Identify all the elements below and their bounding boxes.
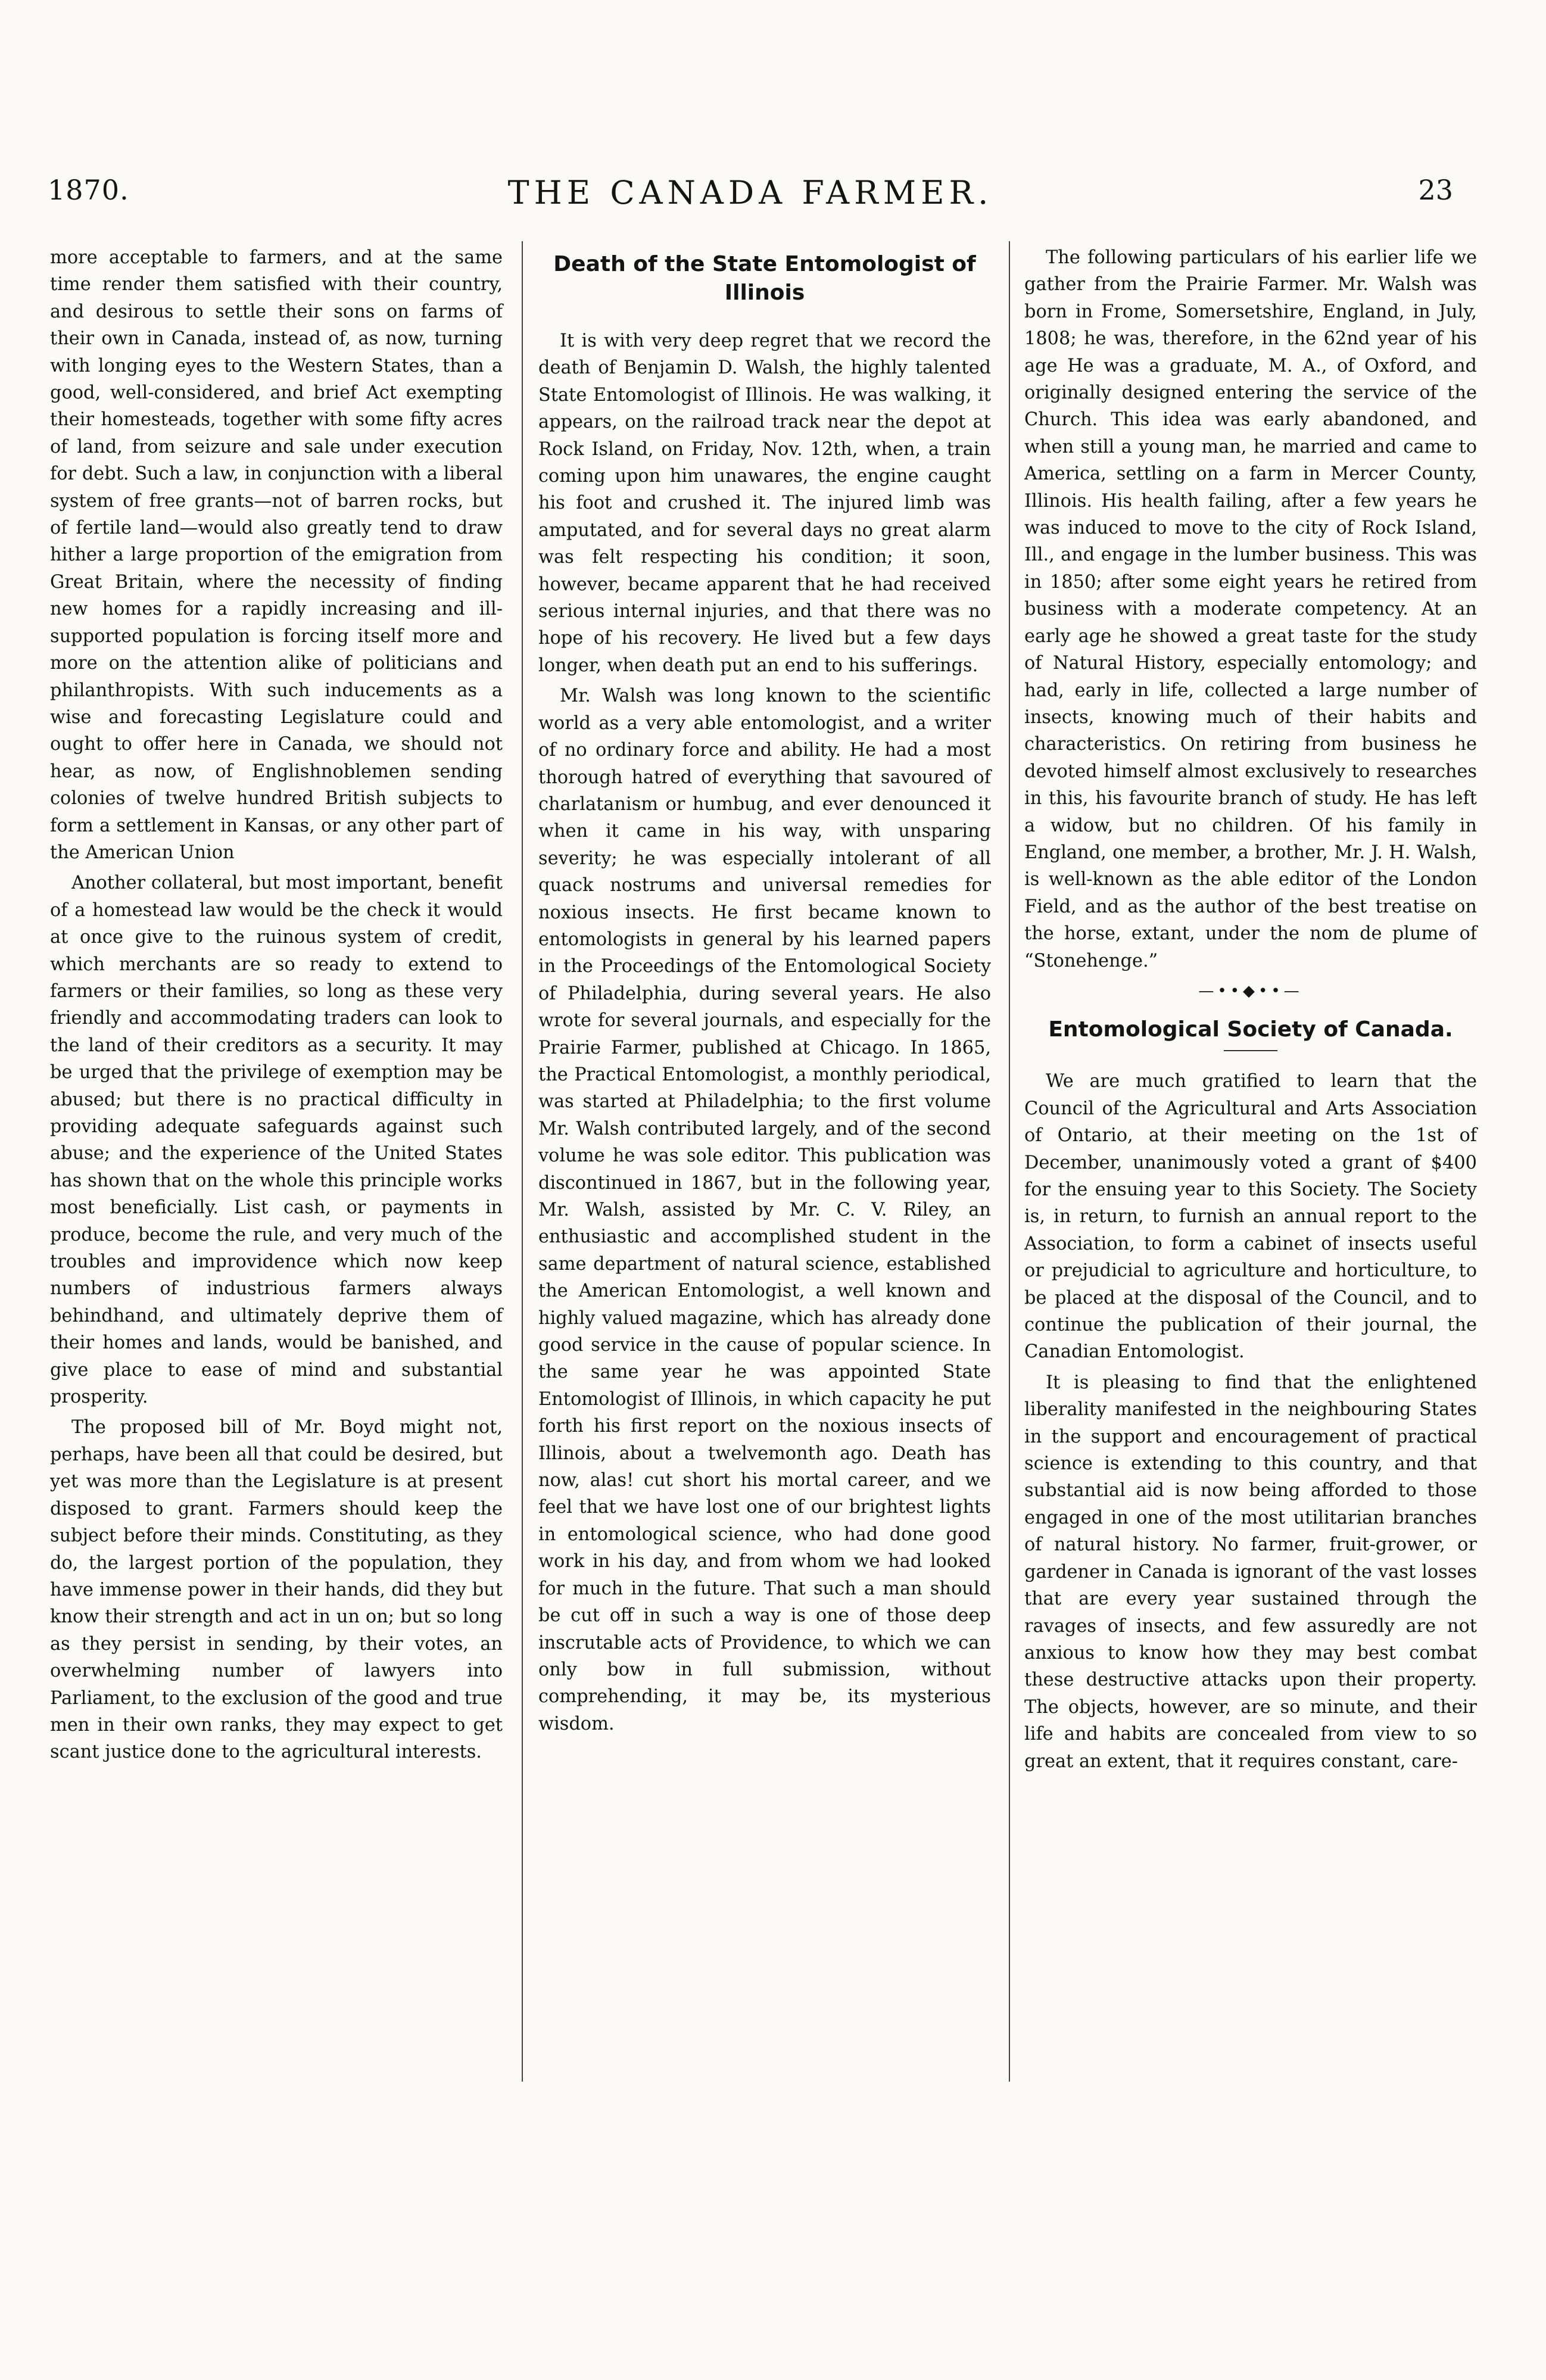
column3-paragraph: We are much gratified to learn that the Council of the Agricultural and Arts Association of Ontario, at their meeting on the 1st of December, unanimously voted a grant of $400 for the ensuing year to this Society. The Society is, in return, to furnish an annual report to the Association, to form a cabinet of insects useful or prejudicial to agriculture and horticulture, to be placed at the disposal of the Council, and to continue the publication of their journal, the Canadian Entomologist. (1024, 1071, 1477, 1363)
title-underline-rule (1224, 1050, 1277, 1051)
article-title-walsh-death: Death of the State Entomologist of Illinois (553, 252, 976, 305)
column-divider-1 (522, 241, 523, 2082)
column2-paragraph: It is with very deep regret that we record the death of Benjamin D. Walsh, the highly talented State Entomologist of Illinois. He was walking, it appears, on the railroad track near the depot at Rock Island, on Friday, Nov. 12th, when, a train coming upon him unawares, the engine caught his foot and crushed it. The injured limb was amputated, and for several days no great alarm was felt respecting his condition; it soon, however, became apparent that he had received serious internal injuries, and that there was no hope of his recovery. He lived but a few days longer, when death put an end to his sufferings. (538, 331, 991, 676)
column3-paragraph: The following particulars of his earlier life we gather from the Prairie Farmer. Mr. Walsh was born in Frome, Somersetshire, England, in July, 1808; he was, therefore, in the 62nd year of his age He was a graduate, M. A., of Oxford, and originally designed entering the service of the Church. This idea was early abandoned, and when still a young man, he married and came to America, settling on a farm in Mercer County, Illinois. His health failing, after a few years he was induced to move to the city of Rock Island, Ill., and engage in the lumber business. This was in 1850; after some eight years he retired from business with a moderate competency. At an early age he showed a great taste for the study of Natural History, especially entomology; and had, early in life, collected a large number of insects, knowing much of their habits and characteristics. On retiring from business he devoted himself almost exclusively to researches in this, his favourite branch of study. He has left a widow, but no children. Of his family in England, one member, a brother, Mr. J. H. Walsh, is well-known as the able editor of the London Field, and as the author of the best treatise on the horse, extant, under the nom de plume of “Stonehenge.” (1024, 247, 1477, 971)
column1-paragraph: more acceptable to farmers, and at the same time render them satisfied with their country, and desirous to settle their sons on farms of their own in Canada, instead of, as now, turning with longing eyes to the Western States, than a good, well-considered, and brief Act exempting their homesteads, together with some fifty acres of land, from seizure and sale under execution for debt. Such a law, in conjunction with a liberal system of free grants—not of barren rocks, but of fertile land—would also greatly tend to draw hither a large proportion of the emigration from Great Britain, where the necessity of finding new homes for a rapidly increasing and ill-supported population is forcing itself more and more on the attention alike of politicians and philanthropists. With such inducements as a wise and forecasting Legislature could and ought to offer here in Canada, we should not hear, as now, of Englishnoblemen sending colonies of twelve hundred British subjects to form a settlement in Kansas, or any other part of the American Union (50, 247, 503, 863)
column-divider-2 (1009, 241, 1010, 2082)
column-3 (1024, 244, 1477, 1778)
page-header (48, 174, 1453, 218)
column3-paragraph: It is pleasing to find that the enlightened liberality manifested in the neighbouring States in the support and encouragement of practical science is extending to this country, and that substantial aid is now being afforded to those engaged in one of the most utilitarian branches of natural history. No farmer, fruit-grower, or gardener in Canada is ignorant of the vast losses that are every year sustained through the ravages of insects, and few assuredly are not anxious to know how they may best combat these destructive attacks upon their property. The objects, however, are so minute, and their life and habits are concealed from view to so great an extent, that it requires constant, care- (1024, 1372, 1477, 1772)
article-title-entomological-society: Entomological Society of Canada. (1048, 1017, 1453, 1042)
column2-paragraph: Mr. Walsh was long known to the scientific world as a very able entomologist, and a writer of no ordinary force and ability. He had a most thorough hatred of everything that savoured of charlatanism or humbug, and ever denounced it when it came in his way, with unsparing severity; he was especially intolerant of all quack nostrums and universal remedies for noxious insects. He first became known to entomologists in general by his learned papers in the Proceedings of the Entomological Society of Philadelphia, during several years. He also wrote for several journals, and especially for the Prairie Farmer, published at Chicago. In 1865, the Practical Entomologist, a monthly periodical, was started at Philadelphia; to the first volume Mr. Walsh contributed largely, and of the second volume he was sole editor. This publication was discontinued in 1867, but in the following year, Mr. Walsh, assisted by Mr. C. V. Riley, an enthusiastic and accomplished student in the same department of natural science, established the American Entomologist, a well known and highly valued magazine, which has already done good service in the cause of popular science. In the same year he was appointed State Entomologist of Illinois, in which capacity he put forth his first report on the noxious insects of Illinois, about a twelvemonth ago. Death has now, alas! cut short his mortal career, and we feel that we have lost one of our brightest lights in entomological science, who had done good work in his day, and from whom we had looked for much in the future. That such a man should be cut off in such a way is one of those deep inscrutable acts of Providence, to which we can only bow in full submission, without comprehending, it may be, its mysterious wisdom. (538, 686, 991, 1734)
column-1 (50, 244, 503, 1770)
header-year: 1870. (48, 174, 129, 206)
page-number: 23 (1418, 174, 1453, 206)
column-2 (538, 250, 991, 1741)
column1-paragraph: The proposed bill of Mr. Boyd might not, perhaps, have been all that could be desired, but yet was more than the Legislature is at present disposed to grant. Farmers should keep the subject before their minds. Constituting, as they do, the largest portion of the population, they have immense power in their hands, did they but know their strength and act in un on; but so long as they persist in sending, by their votes, an overwhelming number of lawyers into Parliament, to the exclusion of the good and true men in their own ranks, they may expect to get scant justice done to the agricultural interests. (50, 1417, 503, 1763)
section-ornament: —••◆••— (1198, 982, 1303, 1000)
newspaper-title: THE CANADA FARMER. (507, 174, 993, 211)
column1-paragraph: Another collateral, but most important, benefit of a homestead law would be the check it would at once give to the ruinous system of credit, which merchants are so ready to extend to farmers or their families, so long as these very friendly and accommodating traders can look to the land of their creditors as a security. It may be urged that the privilege of exemption may be abused; but there is no practical difficulty in providing adequate safeguards against such abuse; and the experience of the United States has shown that on the whole this principle works most beneficially. List cash, or payments in produce, become the rule, and very much of the troubles and improvidence which now keep numbers of industrious farmers always behindhand, and ultimately deprive them of their homes and lands, would be banished, and give place to ease of mind and substantial prosperity. (50, 873, 503, 1408)
